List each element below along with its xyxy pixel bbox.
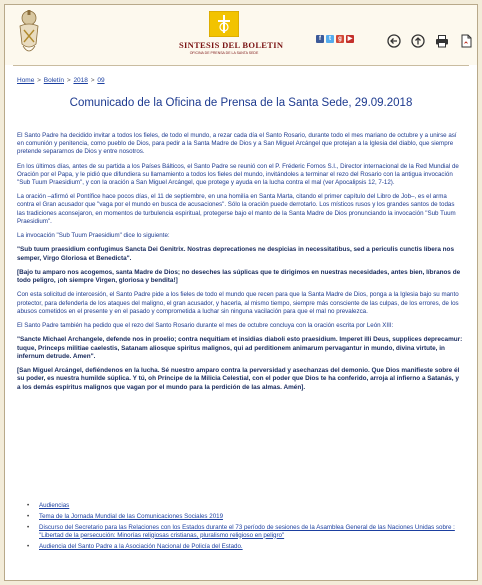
social-links [316, 35, 354, 43]
facebook-icon[interactable]: f [316, 35, 324, 43]
article-body [17, 132, 463, 398]
paragraph: El Santo Padre ha decidido invitar a todos los fieles, de todo el mundo, a rezar cada día el Santo Rosario, durante todo el mes mariano de octubre y a unirse así en comunión y penitencia, como pueblo de Dios, para pedir a la Santa Madre de Dios y a San Miguel Arcángel que protejan a la Iglesia del diablo, que siempre pretende separarnos de Dios y entre nosotros. [17, 132, 457, 156]
print-icon[interactable] [435, 34, 449, 48]
breadcrumb-boletin[interactable]: Boletín [43, 77, 65, 84]
paragraph: El Santo Padre también ha pedido que el rezo del Santo Rosario durante el mes de octubre concluya con la oración escrita por León XIII: [17, 322, 394, 330]
header-divider [13, 65, 469, 66]
page-frame [4, 4, 478, 581]
google-plus-icon[interactable]: g [336, 35, 344, 43]
page-tools [387, 34, 473, 48]
related-link[interactable]: • Discurso del Secretario para las Relaciones con los Estados durante el 73 período de sesiones de la Asamblea General de las Naciones Unidas sobre : "Libertad de la persecución: Minorías religiosas cristianas, pluralismo religioso en peligro" [39, 524, 463, 539]
vatican-emblem-icon [209, 11, 239, 37]
related-links [39, 502, 463, 554]
back-arrow-icon[interactable] [387, 34, 401, 48]
youtube-icon[interactable]: ▶ [347, 36, 353, 42]
site-logo[interactable] [179, 11, 284, 55]
papal-crest-icon [14, 10, 44, 58]
breadcrumb-month[interactable]: 09 [97, 77, 105, 84]
logo-title: SINTESIS DEL BOLETIN [179, 40, 284, 50]
latin-prayer: "Sancte Michael Archangele, defende nos in proelio; contra nequitiam et insidias diaboli esto praesidium. Imperet illi Deus, supplices deprecamur: tuque, Princeps militiae caelestis, Satanam aliosque spiritus malignos, qui ad perditionem animarum pervagantur in mundo, divina virtute, in infernum detrude. Amen". [17, 336, 463, 360]
related-link[interactable]: • Tema de la Jornada Mundial de las Comunicaciones Sociales 2019 [39, 513, 463, 521]
related-link[interactable]: • Audiencias [39, 502, 463, 510]
breadcrumb-home[interactable]: Home [17, 77, 35, 84]
page-title: Comunicado de la Oficina de Prensa de la Santa Sede, 29.09.2018 [69, 97, 413, 109]
spanish-prayer: [Bajo tu amparo nos acogemos, santa Madre de Dios; no deseches las súplicas que te dirigimos en nuestras necesidades, antes bien, líbranos de todo peligro, ¡oh siempre Virgen, gloriosa y bendita!] [17, 268, 461, 285]
logo-subtitle: OFICINA DE PRENSA DE LA SANTA SEDE [189, 51, 259, 55]
paragraph: Con esta solicitud de intercesión, el Santo Padre pide a los fieles de todo el mundo que recen para que la Santa Madre de Dios, ponga a la Iglesia bajo su manto protector, para defenderla de los ataques del maligno, el gran acusador, y hacerla, al mismo tiempo, siempre más consciente de las culpas, de los errores, de los abusos cometidos en el presente y en el pasado y comprometida a luchar sin ninguna vacilación para que el mal no prevalezca. [17, 291, 459, 315]
up-arrow-icon[interactable] [411, 34, 425, 48]
paragraph: En los últimos días, antes de su partida a los Países Bálticos, el Santo Padre se reunió con el P. Fréderic Fornos S.I., Director internacional de la Red Mundial de Oración por el Papa, y le pidió que difundiera su llamamiento a todos los fieles del mundo, invitándoles a terminar el rezo del Rosario con la antigua invocación "Sub Tuum Praesidium", y con la oración a San Miguel Arcángel, que protege y ayuda en la lucha contra el mal (ver Apocalipsis 12, 7-12). [17, 162, 459, 187]
breadcrumb-year[interactable]: 2018 [73, 77, 88, 84]
breadcrumb: Home > Boletín > 2018 > 09 [17, 77, 105, 84]
related-link[interactable]: • Audiencia del Santo Padre a la Asociación Nacional de Policía del Estado. [39, 543, 463, 551]
paragraph: La invocación "Sub Tuum Praesidium" dice lo siguiente: [17, 232, 170, 240]
latin-prayer: "Sub tuum praesidium confugimus Sancta Dei Genitrix. Nostras deprecationes ne despicias in necessitatibus, sed a periculis cunctis libera nos semper, Virgo Gloriosa et Benedicta". [17, 246, 455, 262]
spanish-prayer: [San Miguel Arcángel, defiéndenos en la lucha. Sé nuestro amparo contra la perversidad y asechanzas del demonio. Que Dios manifieste sobre él su poder, es nuestra humilde súplica. Y tú, oh Príncipe de la Milicia Celestial, con el poder que Dios te ha conferido, arroja al infierno a Satanás, y a los demás espíritus malignos que vagan por el mundo para la perdición de las almas. Amén]. [17, 367, 460, 391]
site-header [5, 5, 477, 65]
pdf-icon[interactable] [459, 34, 473, 48]
paragraph: La oración –afirmó el Pontífice hace pocos días, el 11 de septiembre, en una homilía en Santa Marta, citando el primer capítulo del Libro de Job–, es el arma contra el Gran acusador que "vaga por el mundo en busca de acusaciones". Sólo la oración puede derrotarlo. Los místicos rusos y los grandes santos de todas las tradiciones aconsejaron, en momentos de turbulencia espiritual, protegerse bajo el manto de la Santa Madre de Dios pronunciando la invocación "Sub Tuum Praesidium". [17, 193, 456, 225]
twitter-icon[interactable]: t [326, 35, 334, 43]
